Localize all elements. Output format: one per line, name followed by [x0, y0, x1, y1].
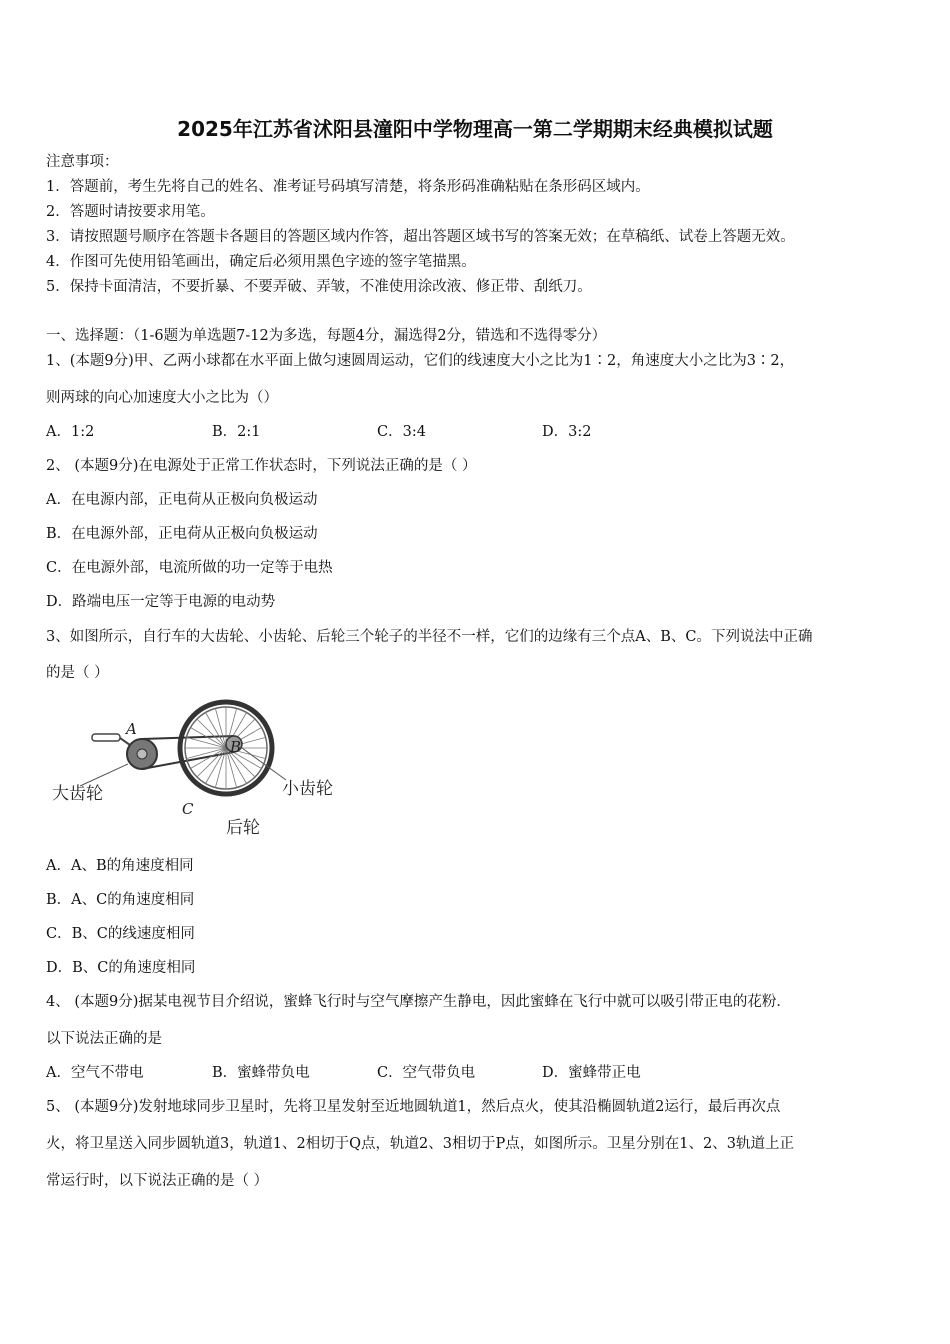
big-gear-hub — [137, 749, 147, 759]
question-2-stem: 2、 (本题9分)在电源处于正常工作状态时，下列说法正确的是（ ） — [46, 458, 477, 474]
note-item: 2．答题时请按要求用笔。 — [46, 204, 215, 220]
pedal-shape — [92, 734, 120, 741]
note-item: 3．请按照题号顺序在答题卡各题目的答题区域内作答，超出答题区域书写的答案无效；在草稿纸、试卷上答题无效。 — [46, 229, 795, 245]
bicycle-diagram — [46, 696, 342, 838]
q2-option-b[interactable]: B．在电源外部，正电荷从正极向负极运动 — [46, 526, 318, 542]
section-heading: 一、选择题：（1-6题为单选题7-12为多选，每题4分，漏选得2分，错选和不选得零分） — [46, 328, 607, 344]
question-4-stem: 4、 (本题9分)据某电视节目介绍说，蜜蜂飞行时与空气摩擦产生静电，因此蜜蜂在飞行中就可以吸引带正电的花粉． — [46, 994, 791, 1010]
rear-wheel-label: 后轮 — [226, 818, 260, 838]
page-title: 2025年江苏省沭阳县潼阳中学物理高一第二学期期末经典模拟试题 — [177, 117, 773, 141]
question-4-stem-cont: 以下说法正确的是 — [46, 1031, 162, 1047]
point-b-label: B — [230, 738, 242, 756]
q2-option-c[interactable]: C．在电源外部，电流所做的功一定等于电热 — [46, 560, 333, 576]
leader-big-gear — [80, 764, 128, 786]
question-1-stem: 1、(本题9分)甲、乙两小球都在水平面上做匀速圆周运动，它们的线速度大小之比为1∶2，角速度大小之比为3∶2， — [46, 353, 795, 369]
q1-option-c[interactable]: C．3:4 — [377, 424, 426, 440]
q3-option-d[interactable]: D．B、C的角速度相同 — [46, 960, 196, 976]
q2-option-a[interactable]: A．在电源内部，正电荷从正极向负极运动 — [46, 492, 318, 508]
big-gear-label: 大齿轮 — [52, 784, 103, 804]
point-a-label: A — [126, 720, 137, 738]
q1-option-a[interactable]: A．1:2 — [46, 424, 95, 440]
q1-option-b[interactable]: B．2:1 — [212, 424, 261, 440]
q1-option-d[interactable]: D．3:2 — [542, 424, 592, 440]
note-item: 4．作图可先使用铅笔画出，确定后必须用黑色字迹的签字笔描黑。 — [46, 254, 476, 270]
q4-option-b[interactable]: B．蜜蜂带负电 — [212, 1065, 310, 1081]
q4-option-a[interactable]: A．空气不带电 — [46, 1065, 144, 1081]
point-c-label: C — [182, 800, 194, 818]
wheel-spoke — [215, 708, 226, 748]
note-item: 5．保持卡面清洁，不要折暴、不要弄破、弄皱，不准使用涂改液、修正带、刮纸刀。 — [46, 279, 592, 295]
notes-heading: 注意事项： — [46, 154, 119, 170]
bicycle-gear-figure — [46, 696, 342, 838]
wheel-spokes — [185, 707, 267, 789]
question-1-stem-cont: 则两球的向心加速度大小之比为（） — [46, 390, 278, 406]
small-gear-label: 小齿轮 — [282, 779, 333, 799]
note-item: 1．答题前，考生先将自己的姓名、准考证号码填写清楚，将条形码准确粘贴在条形码区域内。 — [46, 179, 650, 195]
q4-option-d[interactable]: D．蜜蜂带正电 — [542, 1065, 641, 1081]
q4-option-c[interactable]: C．空气带负电 — [377, 1065, 476, 1081]
q2-option-d[interactable]: D．路端电压一定等于电源的电动势 — [46, 594, 276, 610]
question-3-stem: 3、如图所示，自行车的大齿轮、小齿轮、后轮三个轮子的半径不一样，它们的边缘有三个点A、B、C。下列说法中正确 — [46, 629, 813, 645]
q3-option-a[interactable]: A．A、B的角速度相同 — [46, 858, 194, 874]
q3-option-c[interactable]: C．B、C的线速度相同 — [46, 926, 195, 942]
question-5-stem-cont2: 常运行时，以下说法正确的是（ ） — [46, 1173, 269, 1189]
question-5-stem: 5、 (本题9分)发射地球同步卫星时，先将卫星发射至近地圆轨道1，然后点火，使其沿椭圆轨道2运行，最后再次点 — [46, 1099, 781, 1115]
wheel-spoke — [186, 737, 226, 748]
question-3-stem-cont: 的是（ ） — [46, 665, 109, 681]
question-5-stem-cont: 火，将卫星送入同步圆轨道3，轨道1、2相切于Q点，轨道2、3相切于P点，如图所示。卫星分别在1、2、3轨道上正 — [46, 1136, 794, 1152]
q3-option-b[interactable]: B．A、C的角速度相同 — [46, 892, 195, 908]
